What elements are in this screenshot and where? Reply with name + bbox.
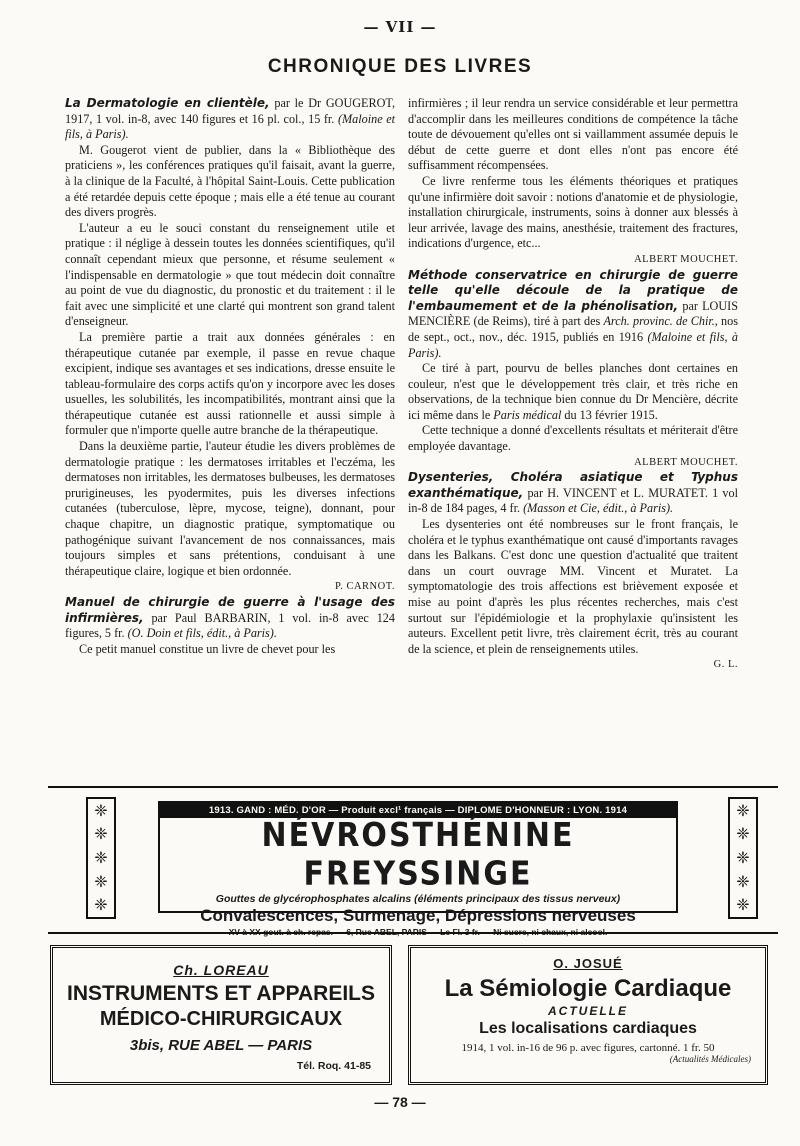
- review-reference: par LOUIS MENCIÈRE (de Reims), tiré à part des: [408, 298, 738, 329]
- ad-product-name: NÉVROSTHÉNINE FREYSSINGE: [261, 816, 575, 894]
- ad-book-title: La Sémiologie Cardiaque: [444, 975, 732, 1002]
- ornament-icon: ❈: [94, 824, 108, 844]
- review-dermatologie: [65, 96, 395, 143]
- ad-book-title-2: ACTUELLE: [548, 1004, 628, 1018]
- ornament-icon: ❈: [736, 871, 750, 891]
- review-title: Dysenteries, Choléra asiatique et Typhus exanthématique,: [408, 470, 738, 500]
- review-signature: ALBERT MOUCHET.: [634, 456, 738, 468]
- review-title: Manuel de chirurgie de guerre à l'usage des infirmières,: [65, 595, 395, 625]
- ad-book-series: (Actualités Médicales): [669, 1054, 751, 1064]
- paragraph-text: Ce tiré à part, pourvu de belles planches dont certaines en couleur, n'est que le développement très clair, et très riche en observations, de la technique bien connue du Dr Mencière, décrite ici même dans le: [408, 361, 738, 422]
- advertisement-loreau: [50, 945, 392, 1085]
- review-reference: par le Dr GOUGEROT, 1917, 1 vol. in-8, avec 140 figures et 16 pl. col., 15 fr.: [65, 96, 396, 126]
- ornament-icon: ❈: [736, 847, 750, 867]
- paragraph: Dans la deuxième partie, l'auteur étudie les divers problèmes de dermatologie pratique : les dermatoses irritables et l'eczéma, les dermatoses non irritables, les dermatoses bulbeuses, les dermatoses prurigineuses, les pyodermites, puis les diverses infections cutanées (tuberculose, lèpre, mycose, teigne), donnant, pour chaque chapitre, un diagnostic pratique, symptomatique ou pathogénique suivant l'avancement de nos connaissances, mais toujours simples et sans prétentions, conduisant à une thérapeutique claire, logique et bien ordonnée.: [65, 439, 395, 578]
- ad-author: O. JOSUÉ: [553, 956, 623, 971]
- ad-subheadline: MÉDICO-CHIRURGICAUX: [99, 1008, 343, 1030]
- divider: [48, 786, 778, 788]
- ad-book-details: 1914, 1 vol. in-16 de 96 p. avec figures, cartonné. 1 fr. 50: [461, 1042, 715, 1054]
- ad-dosage-address: XV à XX gout. à ch. repas. — 6, Rue ABEL, PARIS — Le Fl. 3 fr. — Ni sucre, ni chaux, ni alcool.: [228, 927, 608, 937]
- review-signature: G. L.: [713, 659, 738, 671]
- review-journal: Arch. provinc. de Chir.,: [603, 314, 718, 329]
- ornament-icon: ❈: [736, 800, 750, 820]
- ornament-icon: ❈: [736, 895, 750, 915]
- ad-description: Gouttes de glycérophosphates alcalins (éléments principaux des tissus nerveux): [215, 893, 621, 905]
- page-title: CHRONIQUE DES LIVRES: [267, 56, 533, 77]
- paragraph: Cette technique a donné d'excellents résultats et mériterait d'être employée davantage.: [408, 423, 738, 454]
- ornament-icon: ❈: [94, 847, 108, 867]
- ad-box: [158, 801, 678, 937]
- paragraph: M. Gougerot vient de publier, dans la « Bibliothèque des praticiens », les conférences pratiques qu'il faisait, avant la guerre, à la clinique de la Faculté, à l'hôpital Saint-Louis. Cette publication a été retardée depuis cette époque ; mais elle a été tenue au courant des divers progrès.: [65, 142, 395, 220]
- page-folio-bottom: — 78 —: [374, 1094, 426, 1110]
- review-dysenteries: [408, 470, 738, 517]
- review-reference: par Paul BARBARIN, 1 vol. in-8 avec 124 figures, 5 fr.: [65, 610, 395, 641]
- advertisement-nevrosthenine: [86, 797, 758, 937]
- divider: [48, 932, 778, 934]
- paragraph: L'auteur a eu le souci constant du renseignement utile et pratique : il néglige à dessein toutes les données scientifiques, qu'il connaît cependant mieux que personne, et résume seulement « l'indispensable en dermatologie » que tout médecin doit connaître au point de vue du diagnostic, du pronostic et du traitement : il le fait avec une simplicité et une clarté qui montrent son grand talent d'enseigneur.: [65, 220, 395, 329]
- ad-indications: Convalescences, Surmenage, Dépressions nerveuses: [200, 906, 636, 925]
- review-signature: P. CARNOT.: [335, 581, 395, 593]
- paragraph: Ce petit manuel constitue un livre de chevet pour les: [79, 641, 336, 656]
- paragraph: La première partie a trait aux données générales : en thérapeutique cutanée par exemple, il passe en revue chaque excipient, indique ses avantages et ses indications, dresse ensuite le tableau-formulaire des corps actifs qu'on y incorpore avec les doses usuelles, les solubilités, les incompatibilités, montrant ainsi que la thérapeutique cutanée est aussi rationnelle et aussi simple à formuler que n'importe quelle autre branche de la thérapeutique.: [65, 329, 395, 438]
- ornament-border-left: [86, 797, 116, 919]
- ad-headline: INSTRUMENTS ET APPAREILS: [66, 982, 376, 1005]
- ad-award-bar: 1913. GAND : MÉD. D'OR — Produit excl¹ français — DIPLOME D'HONNEUR : LYON. 1914: [160, 803, 676, 818]
- review-methode-conservatrice: [408, 268, 738, 362]
- review-publisher: (Maloine et fils, à Paris).: [408, 329, 739, 360]
- review-signature: ALBERT MOUCHET.: [634, 253, 738, 265]
- review-publisher: (Masson et Cie, édit., à Paris).: [523, 501, 674, 516]
- review-publisher: (O. Doin et fils, édit., à Paris).: [127, 626, 277, 641]
- review-title: La Dermatologie en clientèle,: [65, 96, 270, 110]
- advertisement-josue: [408, 945, 768, 1085]
- review-manuel-chirurgie: [65, 595, 395, 642]
- page-folio-top: — VII —: [363, 18, 437, 36]
- paragraph: [408, 361, 738, 423]
- ornament-icon: ❈: [736, 824, 750, 844]
- review-title: Méthode conservatrice en chirurgie de guerre telle qu'elle découle de la pratique de l'embaumement et de la phénolisation,: [408, 267, 738, 313]
- left-column: [65, 96, 395, 657]
- right-column: [408, 96, 738, 673]
- ornament-icon: ❈: [94, 871, 108, 891]
- review-reference: par H. VINCENT et L. MURATET. 1 vol in-8 de 184 pages, 4 fr.: [408, 485, 738, 516]
- review-reference-2: nos de sept., oct., nov., déc. 1915, publiés en 1916: [408, 314, 738, 344]
- ad-address: 3bis, RUE ABEL — PARIS: [129, 1037, 313, 1054]
- review-publisher: (Maloine et fils, à Paris).: [65, 111, 395, 142]
- ornament-border-right: [728, 797, 758, 919]
- paragraph: Ce livre renferme tous les éléments théoriques et pratiques qu'une infirmière doit savoir : notions d'anatomie et de physiologie, installation chirurgicale, instruments, soins à donner aux blessés à leur arrivée, lavage des mains, anesthésie, traitement des fractures, indications d'urgence, etc...: [408, 173, 738, 251]
- paragraph-journal: Paris médical: [493, 407, 562, 422]
- ad-book-subtitle: Les localisations cardiaques: [479, 1020, 697, 1037]
- ad-phone: Tél. Roq. 41-85: [296, 1060, 371, 1072]
- ad-brand: Ch. LOREAU: [173, 962, 269, 978]
- paragraph: infirmières ; il leur rendra un service considérable et leur permettra d'accomplir dans les meilleures conditions de compétence la tâche toute de dévouement qu'elles ont si vaillamment assumée depuis le début de cette guerre et dont elles n'ont pas encore été suffisamment récompensées.: [408, 96, 738, 173]
- ornament-icon: ❈: [94, 895, 108, 915]
- paragraph: Les dysenteries ont été nombreuses sur le front français, le choléra et le typhus exanthématique ont causé d'importants ravages dans les Balkans. C'est donc une question d'actualité que traitent dans un court ouvrage MM. Vincent et Muratet. La symptomatologie des trois affections est brièvement exposée et mise au point d'après les plus récentes recherches, mais c'est surtout sur l'épidémiologie et la prophylaxie qu'insistent les auteurs. Excellent petit livre, très clairement écrit, très au courant de la science, et plein de renseignements utiles.: [408, 517, 738, 656]
- ornament-icon: ❈: [94, 800, 108, 820]
- paragraph-text: du 13 février 1915.: [564, 407, 658, 422]
